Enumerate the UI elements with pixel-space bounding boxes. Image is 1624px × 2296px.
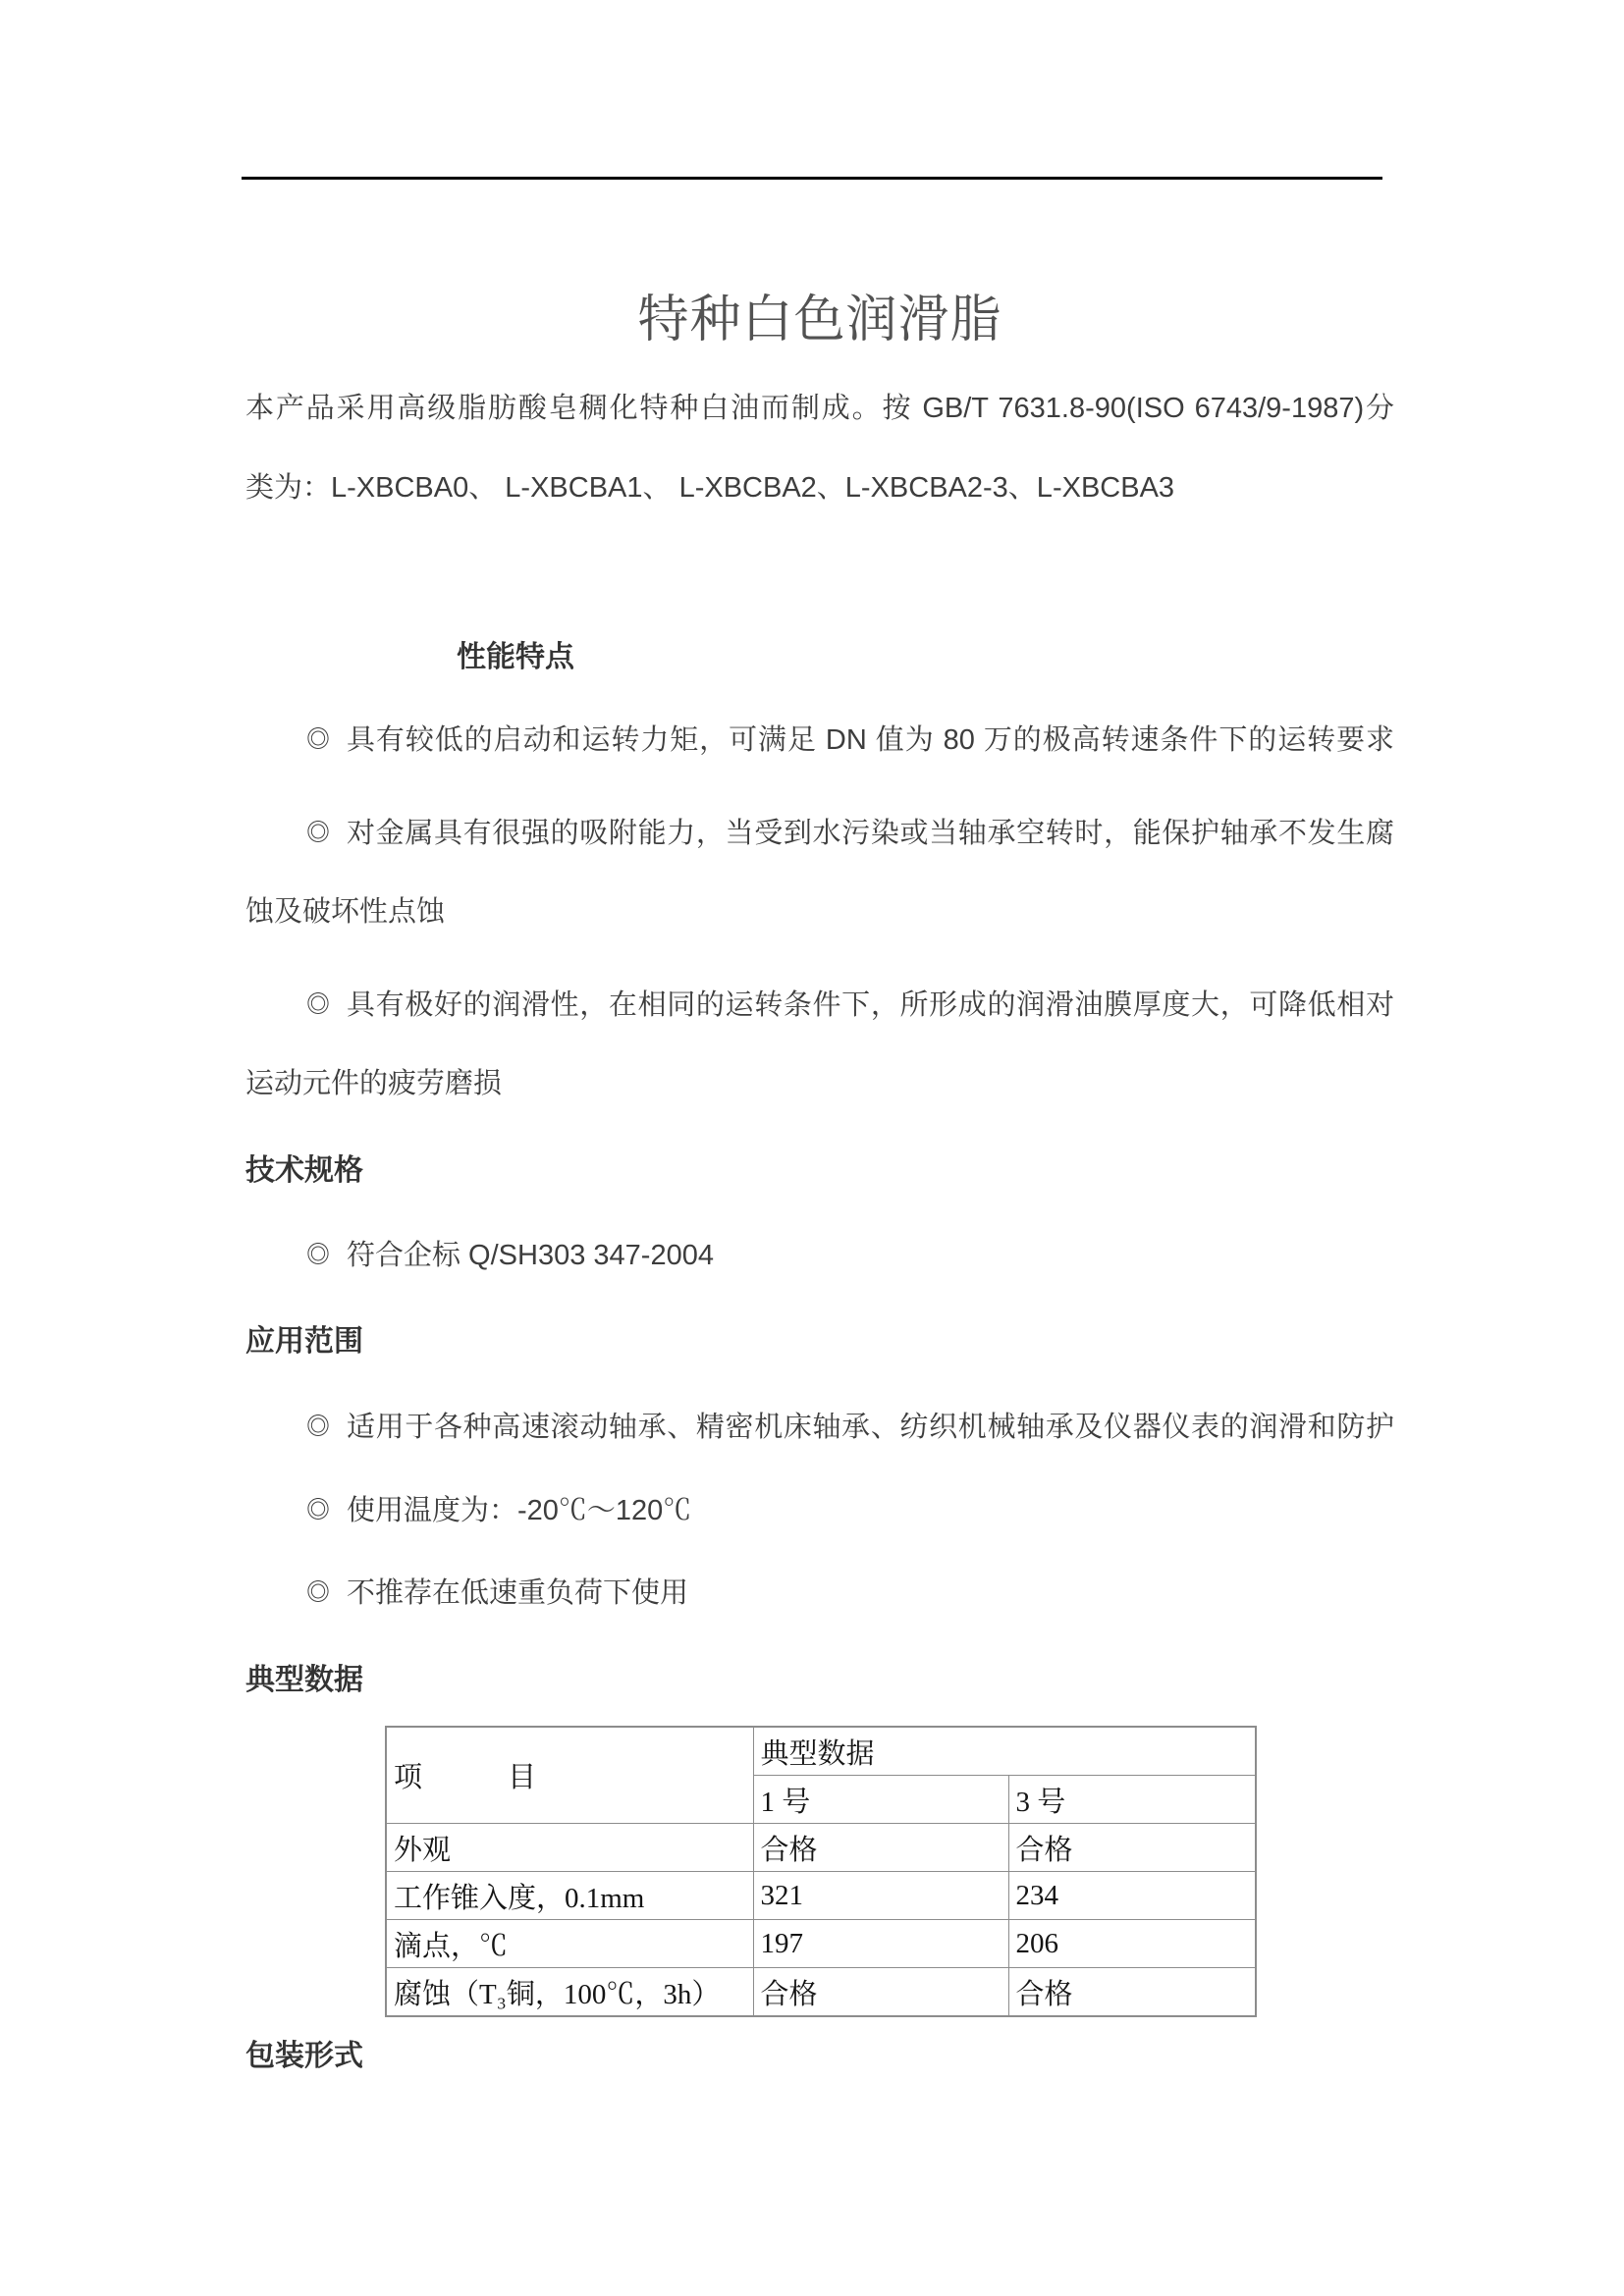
typical-data-table [385, 1726, 1257, 2017]
table-header-item: 项 目 [386, 1727, 753, 1824]
bullet-item [306, 988, 1394, 1023]
row-value-3: 合格 [1008, 1824, 1256, 1872]
bullet-item [306, 1493, 1394, 1528]
bullet-text-continuation: 运动元件的疲劳磨损 [245, 1068, 503, 1099]
table-header-grade-1: 1 号 [753, 1776, 1008, 1824]
section-heading-spec: 技术规格 [245, 1154, 363, 1187]
table-row [386, 1872, 1256, 1920]
bullet-icon: ◎ [306, 1579, 330, 1606]
bullet-icon: ◎ [306, 1414, 330, 1440]
section-heading-typical-data: 典型数据 [245, 1664, 363, 1696]
table-header-row [386, 1727, 1256, 1776]
row-label: 外观 [386, 1824, 753, 1872]
bullet-item [306, 1238, 1394, 1273]
row-value-1: 合格 [753, 1824, 1008, 1872]
row-value-3: 合格 [1008, 1968, 1256, 2017]
bullet-text: 对金属具有很强的吸附能力，当受到水污染或当轴承空转时，能保护轴承不发生腐 [347, 818, 1394, 849]
bullet-text: 具有较低的启动和运转力矩，可满足 DN 值为 80 万的极高转速条件下的运转要求 [347, 724, 1394, 756]
section-heading-packaging: 包装形式 [245, 2040, 363, 2072]
section-heading-application: 应用范围 [245, 1325, 363, 1358]
bullet-text: 使用温度为：-20℃～120℃ [347, 1495, 692, 1526]
row-label: 腐蚀（T₃铜，100℃，3h） [386, 1968, 753, 2017]
intro-line-1: 本产品采用高级脂肪酸皂稠化特种白油而制成。按 GB/T 7631.8-90(ISO 6743/9-1987)分 [245, 393, 1394, 424]
bullet-icon: ◎ [306, 726, 330, 753]
bullet-item [306, 722, 1394, 758]
bullet-item [306, 816, 1394, 851]
table-row [386, 1968, 1256, 2017]
bullet-icon: ◎ [306, 991, 330, 1018]
row-value-1: 321 [753, 1872, 1008, 1920]
row-value-1: 合格 [753, 1968, 1008, 2017]
row-value-3: 206 [1008, 1920, 1256, 1968]
row-value-1: 197 [753, 1920, 1008, 1968]
top-border-line [242, 177, 1382, 180]
table-row [386, 1920, 1256, 1968]
bullet-item [306, 1410, 1394, 1445]
bullet-text: 具有极好的润滑性，在相同的运转条件下，所形成的润滑油膜厚度大，可降低相对 [347, 989, 1394, 1021]
bullet-item [306, 1575, 1394, 1611]
bullet-icon: ◎ [306, 820, 330, 846]
table-row [386, 1824, 1256, 1872]
table-header-grade-3: 3 号 [1008, 1776, 1256, 1824]
bullet-text: 不推荐在低速重负荷下使用 [347, 1577, 689, 1609]
row-value-3: 234 [1008, 1872, 1256, 1920]
bullet-text: 符合企标 Q/SH303 347-2004 [347, 1240, 714, 1271]
table-header-group: 典型数据 [753, 1727, 1256, 1776]
section-heading-performance: 性能特点 [457, 641, 574, 673]
bullet-text: 适用于各种高速滚动轴承、精密机床轴承、纺织机械轴承及仪器仪表的润滑和防护 [347, 1412, 1394, 1443]
row-label: 滴点，℃ [386, 1920, 753, 1968]
intro-line-2: 类为：L-XBCBA0、 L-XBCBA1、 L-XBCBA2、L-XBCBA2-3、L-XBCBA3 [245, 472, 1175, 504]
page-title: 特种白色润滑脂 [637, 292, 1002, 348]
bullet-text-continuation: 蚀及破坏性点蚀 [245, 896, 446, 928]
row-label: 工作锥入度，0.1mm [386, 1872, 753, 1920]
bullet-icon: ◎ [306, 1242, 330, 1268]
bullet-icon: ◎ [306, 1497, 330, 1523]
